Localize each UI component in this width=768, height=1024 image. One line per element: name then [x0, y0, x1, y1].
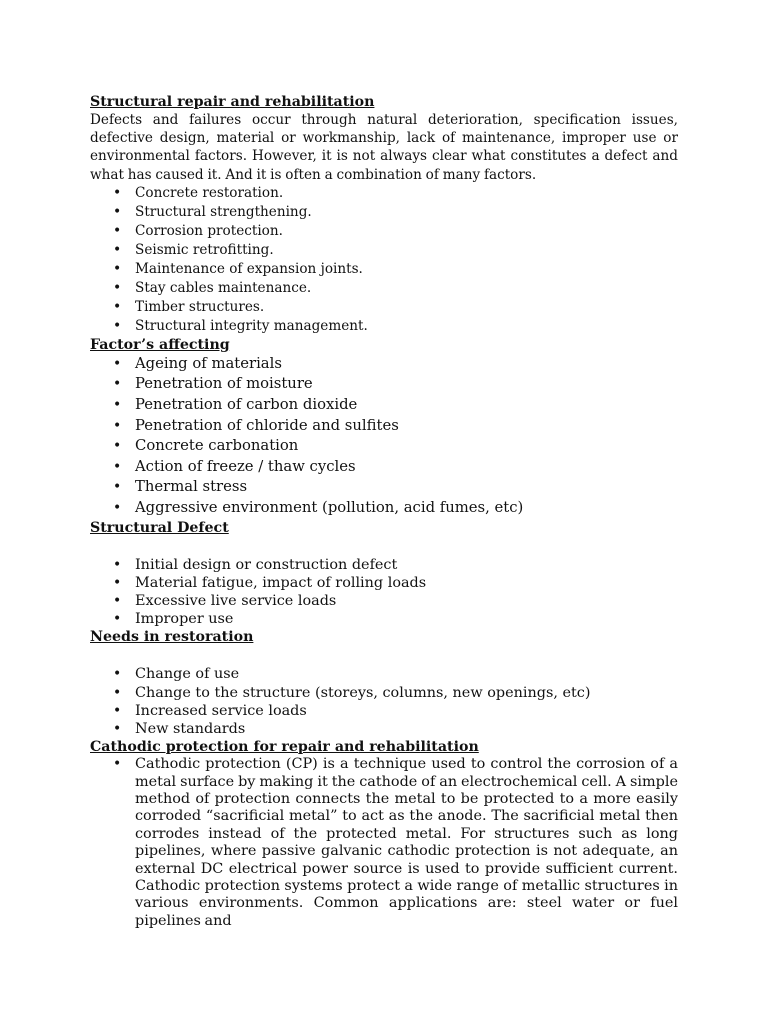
list-item: • Corrosion protection.: [113, 222, 283, 239]
bullet-icon: •: [113, 574, 122, 591]
bullet-icon: •: [113, 260, 122, 277]
list-item: • Increased service loads: [113, 702, 307, 719]
list-item: • Structural strengthening.: [113, 203, 312, 220]
list-item: • Penetration of chloride and sulfites: [90, 416, 678, 437]
bullet-icon: •: [113, 556, 122, 573]
list-item: • Concrete restoration.: [113, 184, 284, 201]
list-item: • Penetration of carbon dioxide: [90, 395, 678, 416]
list-item: • Penetration of moisture: [90, 374, 678, 395]
bullet-icon: •: [113, 298, 122, 315]
list-item: • Seismic retrofitting.: [113, 241, 274, 258]
spacer: [90, 537, 678, 556]
bullet-icon: •: [113, 376, 122, 393]
intro-paragraph: Defects and failures occur through natural deterioration, specification issues, defective design, material or workmanship, lack of maintenance, improper use or environmental factors. However, it is not always clear what constitutes a defect and what has caused it. And it is often a combination of many factors.: [90, 112, 678, 183]
list-item: • Change of use: [113, 666, 240, 683]
repair-list: [90, 184, 678, 336]
cathodic-list: [90, 756, 678, 930]
list-item: • Cathodic protection (CP) is a technique used to control the corrosion of a metal surface by making it the cathode of an electrochemical cell. A simple method of protection connects the metal to be protected to a more easily corroded “sacrificial metal” to act as the anode. The sacrificial metal then corrodes instead of the protected metal. For structures such as long pipelines, where passive galvanic cathodic protection is not adequate, an external DC electrical power source is used to provide sufficient current. Cathodic protection systems protect a wide range of metallic structures in various environments. Common applications are: steel water or fuel pipelines and: [113, 756, 678, 929]
list-item: • Initial design or construction defect: [113, 556, 398, 573]
list-item: • Maintenance of expansion joints.: [113, 260, 363, 277]
bullet-icon: •: [113, 756, 122, 773]
spacer: [90, 646, 678, 665]
bullet-icon: •: [113, 397, 122, 413]
section-heading-cathodic-protection: Cathodic protection for repair and rehabilitation: [90, 739, 479, 756]
list-item: • Stay cables maintenance.: [113, 279, 312, 296]
factors-list: [90, 354, 678, 519]
bullet-icon: •: [113, 702, 122, 719]
document-content: [90, 93, 678, 930]
list-item: • Change to the structure (storeys, columns, new openings, etc): [113, 684, 591, 701]
bullet-icon: •: [113, 684, 122, 701]
list-item: • Thermal stress: [90, 477, 678, 498]
bullet-icon: •: [113, 611, 122, 628]
bullet-icon: •: [113, 592, 122, 609]
section-heading-structural-defect: Structural Defect: [90, 519, 229, 536]
list-item: • Timber structures.: [113, 298, 265, 315]
section-heading-structural-repair: Structural repair and rehabilitation: [90, 94, 375, 110]
defect-list: [90, 556, 678, 629]
list-item: • Material fatigue, impact of rolling loads: [113, 574, 427, 591]
section-heading-needs-restoration: Needs in restoration: [90, 629, 254, 646]
bullet-icon: •: [113, 222, 122, 239]
list-item: • Concrete carbonation: [90, 436, 678, 457]
list-item: • Ageing of materials: [90, 354, 678, 375]
bullet-icon: •: [113, 355, 122, 372]
bullet-icon: •: [113, 241, 122, 258]
bullet-icon: •: [113, 499, 122, 516]
list-item: • New standards: [113, 720, 246, 737]
bullet-icon: •: [113, 417, 122, 434]
list-item: • Aggressive environment (pollution, acid fumes, etc): [90, 498, 678, 519]
list-item: • Action of freeze / thaw cycles: [90, 457, 678, 478]
bullet-icon: •: [113, 203, 122, 220]
list-item: • Structural integrity management.: [113, 317, 368, 334]
list-item: • Excessive live service loads: [113, 592, 337, 609]
bullet-icon: •: [113, 279, 122, 296]
bullet-icon: •: [113, 317, 122, 334]
bullet-icon: •: [113, 666, 122, 683]
needs-list: [90, 665, 678, 738]
bullet-icon: •: [113, 479, 122, 496]
section-heading-factors-affecting: Factor’s affecting: [90, 336, 230, 353]
bullet-icon: •: [113, 720, 122, 737]
bullet-icon: •: [113, 458, 122, 475]
bullet-icon: •: [113, 184, 122, 201]
bullet-icon: •: [113, 438, 122, 455]
list-item: • Improper use: [113, 611, 234, 628]
